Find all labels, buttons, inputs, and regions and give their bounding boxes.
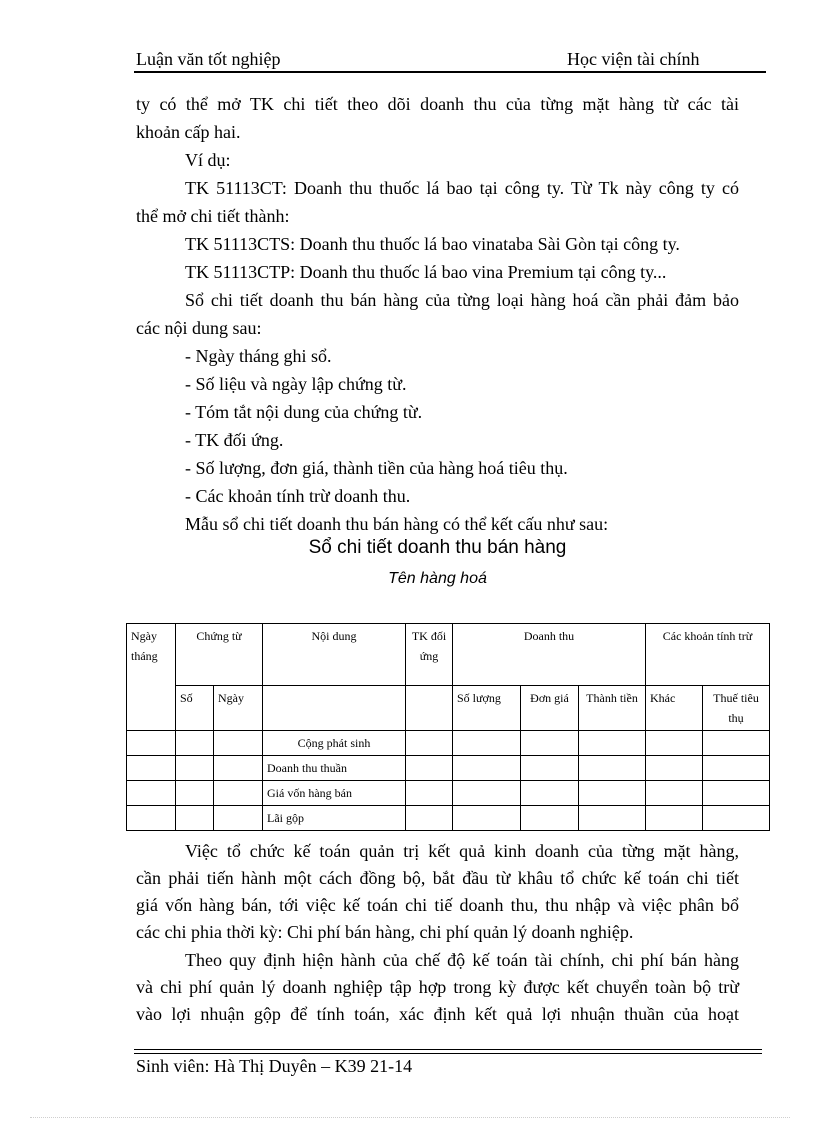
list-item: - Các khoản tính trừ doanh thu. [185, 486, 411, 506]
body-line: Việc tổ chức kế toán quản trị kết quả kinh doanh của từng mặt hàng, [185, 841, 739, 861]
body-line: Theo quy định hiện hành của chế độ kế toán tài chính, chi phí bán hàng [185, 950, 739, 970]
list-item: - TK đối ứng. [185, 430, 284, 450]
header-rule [134, 71, 766, 73]
header-account-blank [406, 686, 453, 731]
header-voucher-no: Số [176, 686, 214, 731]
body-line: giá vốn hàng bán, tới việc kế toán chi tiế doanh thu, thu nhập và việc phân bổ [136, 895, 739, 915]
body-line: TK 51113CTS: Doanh thu thuốc lá bao vinataba Sài Gòn tại công ty. [185, 234, 680, 254]
header-account: TK đối ứng [406, 624, 453, 686]
page-bottom-border [30, 1117, 790, 1118]
list-item: - Số lượng, đơn giá, thành tiền của hàng hoá tiêu thụ. [185, 458, 568, 478]
ledger-subtitle: Tên hàng hoá [388, 570, 487, 587]
body-line: khoản cấp hai. [136, 122, 241, 142]
footer-rule-inner [134, 1053, 762, 1054]
table-row [127, 756, 770, 781]
body-line: các chi phia thời kỳ: Chi phí bán hàng, chi phí quản lý doanh nghiệp. [136, 922, 634, 942]
header-other: Khác [646, 686, 703, 731]
header-revenue: Doanh thu [453, 624, 646, 686]
row-label: Doanh thu thuần [263, 756, 406, 781]
header-thesis-label: Luận văn tốt nghiệp [136, 49, 281, 69]
body-line: Mẫu sổ chi tiết doanh thu bán hàng có thể kết cấu như sau: [185, 514, 609, 534]
body-line: TK 51113CTP: Doanh thu thuốc lá bao vina Premium tại công ty... [185, 262, 667, 282]
table-row [127, 781, 770, 806]
table-header-row [127, 624, 770, 686]
body-line: Ví dụ: [185, 150, 231, 170]
header-content-blank [263, 686, 406, 731]
header-unit-price: Đơn giá [521, 686, 579, 731]
body-line: TK 51113CT: Doanh thu thuốc lá bao tại công ty. Từ Tk này công ty có [185, 178, 739, 198]
body-line: ty có thể mở TK chi tiết theo dõi doanh thu của từng mặt hàng từ các tài [136, 94, 739, 114]
table-subheader-row [127, 686, 770, 731]
ledger-title: Sổ chi tiết doanh thu bán hàng [308, 537, 567, 558]
header-quantity: Số lượng [453, 686, 521, 731]
body-line: và chi phí quản lý doanh nghiệp tập hợp trong kỳ được kết chuyển toàn bộ trừ [136, 977, 739, 997]
table-row [127, 731, 770, 756]
header-excise-tax: Thuế tiêu thụ [703, 686, 770, 731]
body-line: thể mở chi tiết thành: [136, 206, 290, 226]
header-voucher: Chứng từ [176, 624, 263, 686]
row-label: Giá vốn hàng bán [263, 781, 406, 806]
page-header [136, 49, 766, 71]
footer-rule [134, 1049, 762, 1050]
list-item: - Ngày tháng ghi sổ. [185, 346, 332, 366]
list-item: - Tóm tắt nội dung của chứng từ. [185, 402, 423, 422]
header-amount: Thành tiền [579, 686, 646, 731]
header-content: Nội dung [263, 624, 406, 686]
body-line: Sổ chi tiết doanh thu bán hàng của từng loại hàng hoá cần phải đảm bảo [185, 290, 739, 310]
header-deductions: Các khoản tính trừ [646, 624, 770, 686]
header-voucher-date: Ngày [214, 686, 263, 731]
header-date: Ngày tháng [127, 624, 176, 731]
body-line: cần phải tiến hành một cách đồng bộ, bắt đầu từ khâu tổ chức kế toán chi tiết [136, 868, 739, 888]
body-line: vào lợi nhuận gộp để tính toán, xác định kết quả lợi nhuận thuần của hoạt [136, 1004, 739, 1024]
row-label: Lãi gộp [263, 806, 406, 831]
row-label: Cộng phát sinh [263, 731, 406, 756]
body-line: các nội dung sau: [136, 318, 262, 338]
footer-student: Sinh viên: Hà Thị Duyên – K39 21-14 [136, 1056, 413, 1076]
header-institution: Học viện tài chính [567, 49, 700, 69]
table-row [127, 806, 770, 831]
list-item: - Số liệu và ngày lập chứng từ. [185, 374, 407, 394]
revenue-ledger-table [126, 623, 770, 831]
